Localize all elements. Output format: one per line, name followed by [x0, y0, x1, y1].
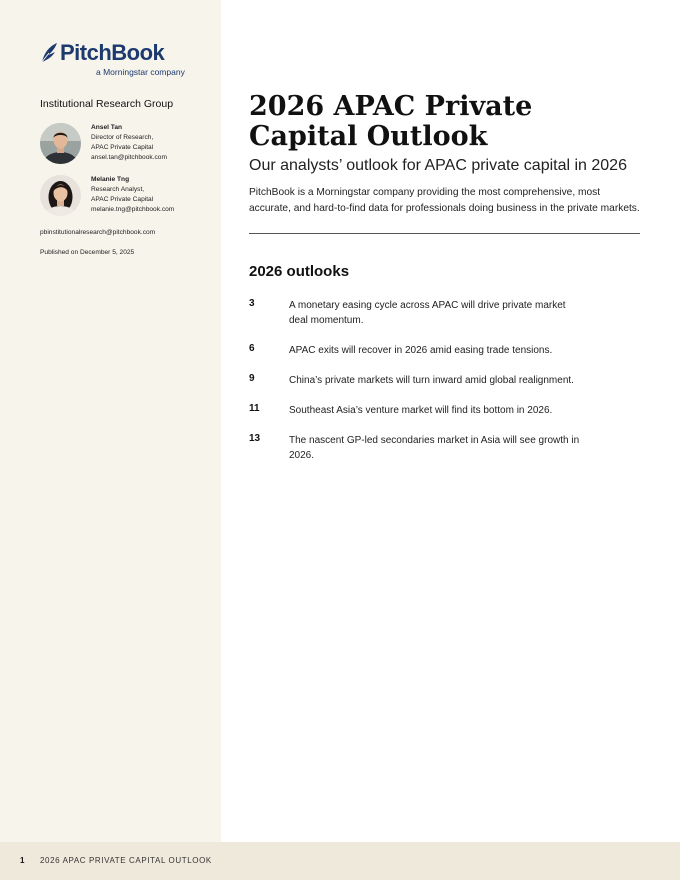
analyst-role: Research Analyst,	[91, 186, 145, 193]
published-date: Published on December 5, 2025	[40, 249, 135, 256]
analyst-name: Melanie Tng	[91, 176, 130, 183]
title-line: 2026 APAC Private	[249, 91, 533, 122]
toc-page-number: 6	[249, 343, 255, 354]
toc-page-number: 11	[249, 403, 260, 414]
page-title	[249, 92, 649, 152]
footer-label: 2026 APAC PRIVATE CAPITAL OUTLOOK	[40, 856, 212, 865]
logo-wordmark: PitchBook	[60, 40, 165, 65]
contact-email[interactable]: pbinstitutionalresearch@pitchbook.com	[40, 229, 156, 236]
toc-text: Southeast Asia’s venture market will find its bottom in 2026.	[289, 405, 553, 416]
avatar	[40, 175, 81, 216]
toc-page-number: 9	[249, 373, 255, 384]
avatar	[40, 123, 81, 164]
description: PitchBook is a Morningstar company providing the most comprehensive, most accurate, and hard-to-find data for professionals doing business in the private markets.	[249, 187, 640, 214]
feather-logo-icon	[40, 42, 60, 64]
analyst-role: APAC Private Capital	[91, 144, 154, 151]
toc-text: The nascent GP-led secondaries market in Asia will see growth in 2026.	[289, 435, 580, 461]
toc-text: APAC exits will recover in 2026 amid easing trade tensions.	[289, 345, 553, 356]
analyst-role: Director of Research,	[91, 134, 154, 141]
page-subtitle: Our analysts’ outlook for APAC private capital in 2026	[249, 157, 627, 174]
analyst-role: APAC Private Capital	[91, 196, 154, 203]
toc-page-number: 3	[249, 298, 255, 309]
toc-text: deal momentum.	[289, 315, 364, 326]
divider	[249, 233, 640, 234]
research-group-title: Institutional Research Group	[40, 98, 174, 110]
analyst-card	[40, 175, 210, 219]
analyst-card	[40, 123, 210, 167]
analyst-email[interactable]: melanie.tng@pitchbook.com	[91, 206, 175, 213]
toc-page-number: 13	[249, 433, 261, 444]
section-title: 2026 outlooks	[249, 263, 350, 280]
analyst-name: Ansel Tan	[91, 124, 123, 131]
title-line: Capital Outlook	[249, 121, 488, 152]
toc-text: China’s private markets will turn inward amid global realignment.	[289, 375, 574, 386]
analyst-photo-icon	[40, 175, 81, 216]
logo-subtext: a Morningstar company	[96, 67, 185, 77]
analyst-email[interactable]: ansel.tan@pitchbook.com	[91, 154, 167, 161]
toc-text: A monetary easing cycle across APAC will drive private market	[289, 300, 566, 311]
footer-page-number: 1	[20, 856, 25, 865]
analyst-photo-icon	[40, 123, 81, 164]
pitchbook-logo[interactable]	[40, 40, 185, 78]
